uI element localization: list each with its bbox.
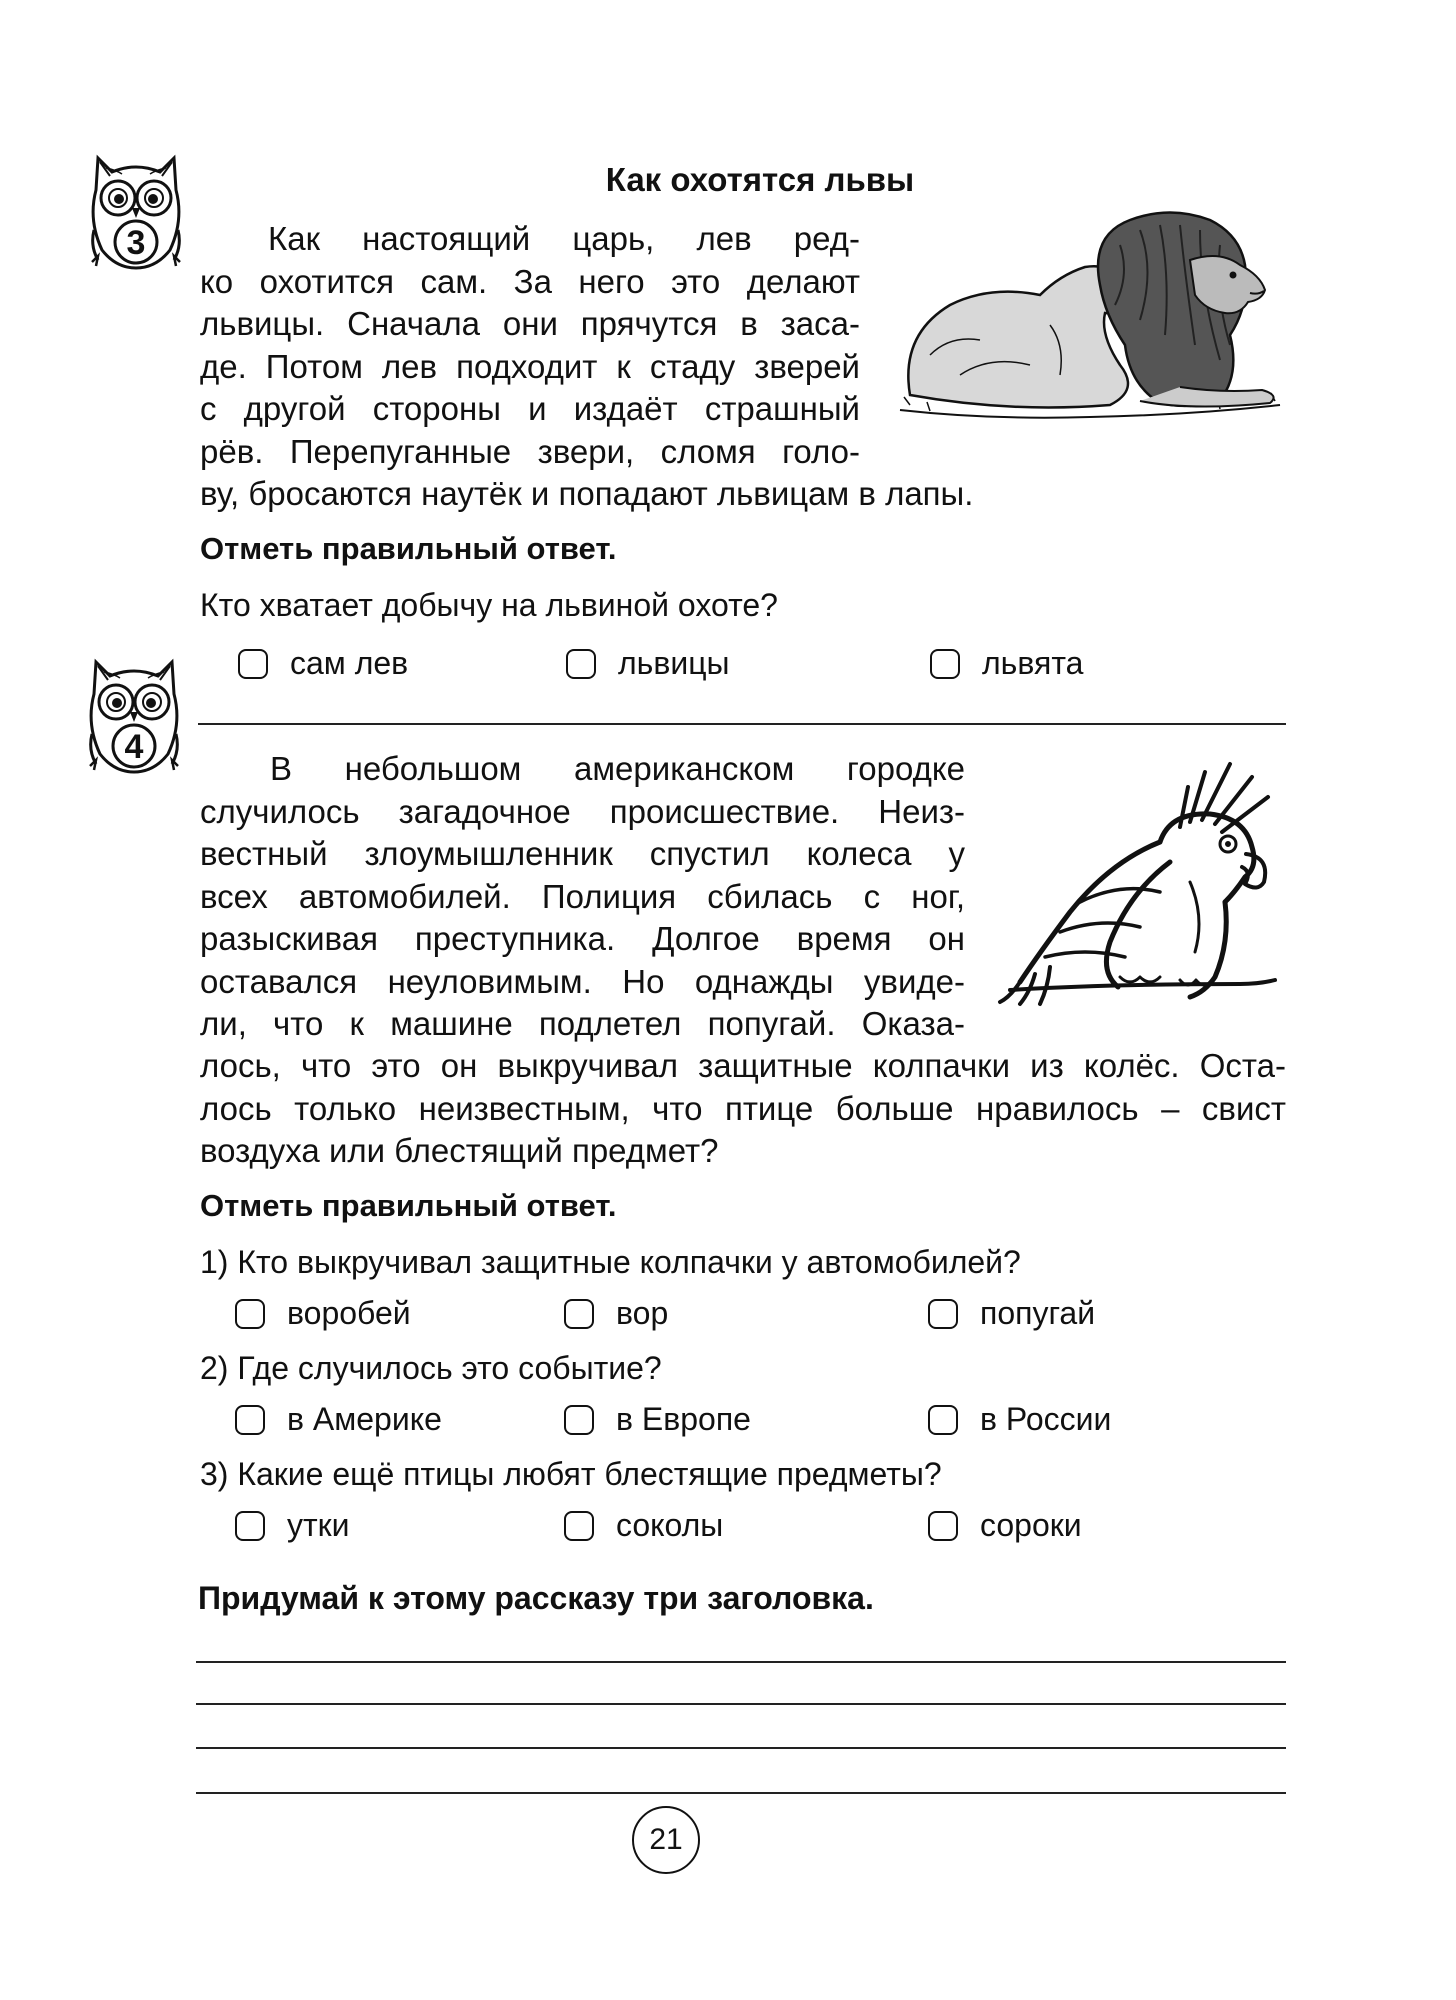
checkbox[interactable] (235, 1405, 265, 1435)
text-line: лось, что это он выкручивал защитные колпачки из колёс. Оста- (200, 1047, 1286, 1084)
parrot-illustration (990, 752, 1290, 1012)
answer-line-3[interactable] (196, 1747, 1286, 1749)
option-label: вор (616, 1295, 669, 1331)
story-text-parrot-cont (200, 1045, 1286, 1173)
text-line: ли, что к машине подлетел попугай. Оказа- (200, 1005, 965, 1042)
story-text-parrot (200, 748, 965, 1046)
instruction-task4: Отметь правильный ответ. (200, 1188, 617, 1223)
owl-badge-4 (84, 654, 184, 776)
option-label: сам лев (290, 645, 409, 681)
text-line: воздуха или блестящий предмет? (200, 1132, 719, 1169)
checkbox[interactable] (235, 1511, 265, 1541)
option-sokoly[interactable] (564, 1507, 723, 1544)
final-instruction: Придумай к этому рассказу три заголовка. (198, 1580, 874, 1616)
checkbox[interactable] (564, 1511, 594, 1541)
option-label: воробей (287, 1295, 411, 1331)
checkbox[interactable] (928, 1511, 958, 1541)
story-title: Как охотятся львы (605, 161, 915, 198)
question-2: 2) Где случилось это событие? (200, 1350, 662, 1386)
checkbox[interactable] (564, 1299, 594, 1329)
instruction-task3: Отметь правильный ответ. (200, 531, 617, 566)
text-line: разыскивая преступника. Долгое время он (200, 920, 965, 957)
checkbox[interactable] (238, 649, 268, 679)
task-number-3: 3 (126, 224, 146, 262)
option-vorobey[interactable] (235, 1295, 411, 1332)
checkbox[interactable] (566, 649, 596, 679)
text-line: львицы. Сначала они прячутся в заса- (200, 305, 860, 342)
answer-line-1[interactable] (196, 1661, 1286, 1663)
text-line: лось только неизвестным, что птице больше нравилось – свист (200, 1089, 1286, 1127)
option-label: в Европе (616, 1401, 751, 1437)
page-number (632, 1806, 700, 1874)
text-line: рёв. Перепуганные звери, сломя голо- (200, 432, 860, 470)
question-3: 3) Какие ещё птицы любят блестящие предметы? (200, 1456, 942, 1492)
option-label: сороки (980, 1507, 1082, 1543)
answer-line-2[interactable] (196, 1703, 1286, 1705)
owl-icon (84, 654, 184, 776)
text-line: В небольшом американском городке (270, 750, 965, 787)
option-label: львята (982, 645, 1084, 681)
text-line: де. Потом лев подходит к стаду зверей (200, 347, 860, 385)
option-lvitsy[interactable] (566, 645, 730, 682)
text-line: всех автомобилей. Полиция сбилась с ног, (200, 877, 965, 915)
option-vor[interactable] (564, 1295, 668, 1332)
option-label: соколы (616, 1507, 724, 1543)
option-v-amerike[interactable] (235, 1401, 442, 1438)
owl-icon (86, 150, 186, 272)
option-lvyata[interactable] (930, 645, 1083, 682)
text-line: ко охотится сам. За него это делают (200, 262, 860, 300)
question-task3: Кто хватает добычу на львиной охоте? (200, 587, 778, 623)
option-label: в Америке (287, 1401, 442, 1437)
page-number-label: 21 (649, 1823, 683, 1856)
answer-line-4[interactable] (196, 1792, 1286, 1794)
option-v-evrope[interactable] (564, 1401, 751, 1438)
text-line: оставался неуловимым. Но однажды увиде- (200, 962, 965, 1000)
text-line: случилось загадочное происшествие. Неиз- (200, 792, 965, 830)
option-label: в России (980, 1401, 1112, 1437)
story-text-lions (200, 218, 974, 516)
option-sam-lev[interactable] (238, 645, 408, 682)
checkbox[interactable] (564, 1405, 594, 1435)
owl-badge-3 (86, 150, 186, 272)
text-line: с другой стороны и издаёт страшный (200, 390, 860, 427)
option-popugay[interactable] (928, 1295, 1095, 1332)
checkbox[interactable] (928, 1299, 958, 1329)
text-line: вестный злоумышленник спустил колеса у (200, 835, 965, 872)
lions-illustration (890, 205, 1290, 435)
option-v-rossii[interactable] (928, 1401, 1111, 1438)
checkbox[interactable] (235, 1299, 265, 1329)
question-1: 1) Кто выкручивал защитные колпачки у автомобилей? (200, 1244, 1021, 1280)
option-utki[interactable] (235, 1507, 350, 1544)
checkbox[interactable] (930, 649, 960, 679)
text-line: Как настоящий царь, лев ред- (268, 220, 860, 257)
option-soroki[interactable] (928, 1507, 1082, 1544)
option-label: попугай (980, 1295, 1096, 1331)
task-number-4: 4 (124, 728, 144, 766)
section-divider (198, 723, 1286, 725)
checkbox[interactable] (928, 1405, 958, 1435)
option-label: утки (287, 1507, 350, 1543)
text-line: ву, бросаются наутёк и попадают львицам в лапы. (200, 475, 974, 512)
option-label: львицы (618, 645, 730, 681)
